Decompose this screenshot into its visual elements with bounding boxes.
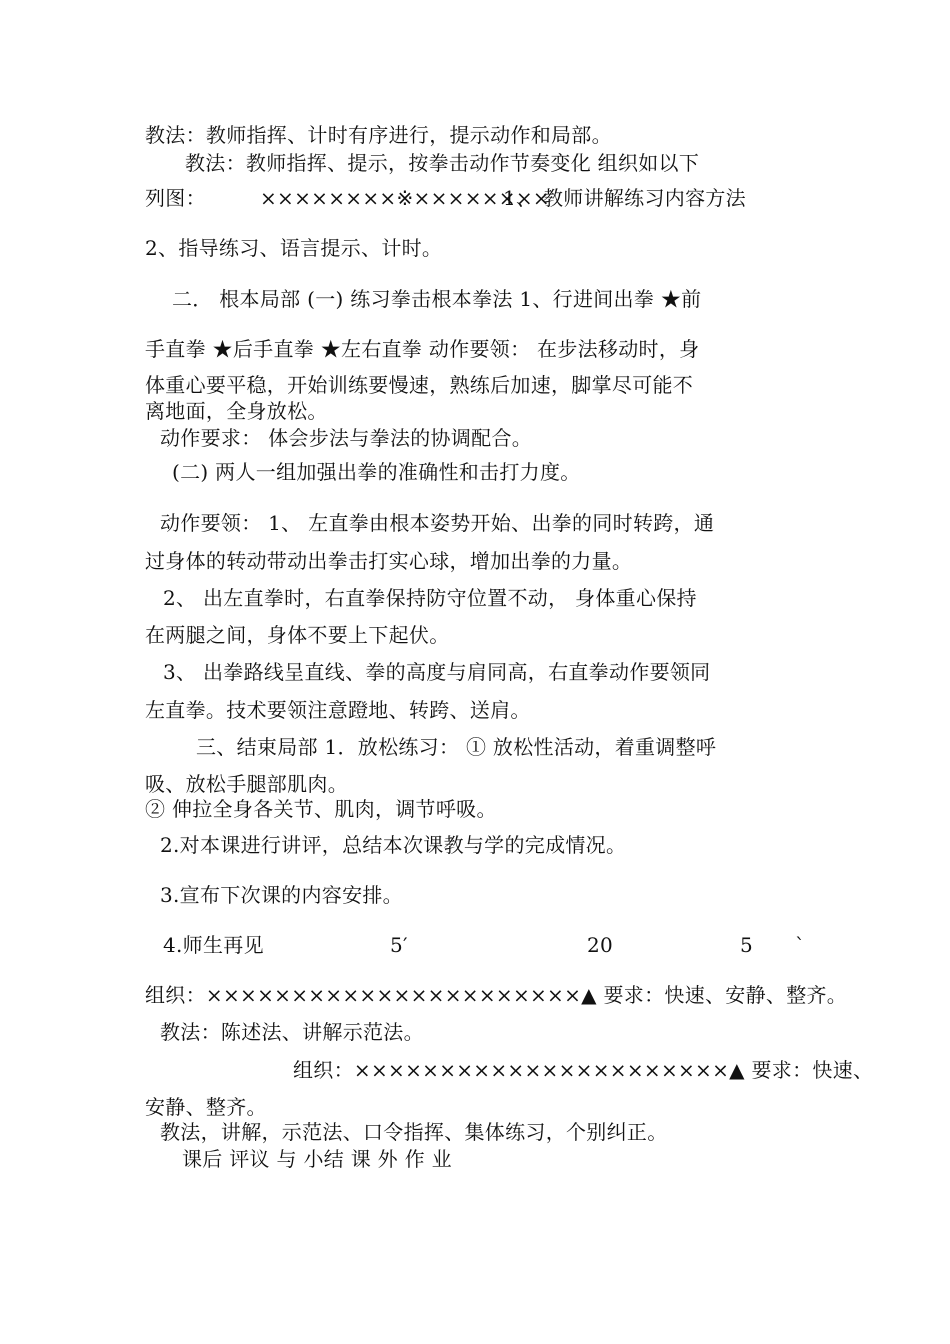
subsection-heading: (二) 两人一组加强出拳的准确性和击打力度。 xyxy=(172,460,581,484)
text-line-9: 动作要求： 体会步法与拳法的协调配合。 xyxy=(160,426,533,450)
text-line-3b: 1、 教师讲解练习内容方法 xyxy=(503,186,746,210)
text-line-18: 吸、放松手腿部肌肉。 xyxy=(145,772,348,796)
text-line-14: 在两腿之间，身体不要上下起伏。 xyxy=(145,623,450,647)
text-line-21: 3.宣布下次课的内容安排。 xyxy=(160,883,403,907)
text-line-23: 组织：××××××××××××××××××××××▲ 要求：快速、安静、整齐。 xyxy=(145,983,848,1007)
section-heading-end: 三、结束局部 1．放松练习： ① 放松性活动，着重调整呼 xyxy=(196,735,717,759)
text-line-19: ② 伸拉全身各关节、肌肉，调节呼吸。 xyxy=(145,797,497,821)
text-line-15: 3、 出拳路线呈直线、拳的高度与肩同高，右直拳动作要领同 xyxy=(163,660,711,684)
text-line-3: 列图： xyxy=(145,186,206,210)
repeat-value: 5 xyxy=(740,933,754,957)
mark-char: ` xyxy=(795,933,806,957)
text-line-8: 离地面，全身放松。 xyxy=(145,399,328,423)
text-line-26: 安静、整齐。 xyxy=(145,1095,267,1119)
text-line-25: 组织：××××××××××××××××××××××▲ 要求：快速、 xyxy=(293,1058,874,1082)
text-line-24: 教法：陈述法、讲解示范法。 xyxy=(160,1020,424,1044)
time-value: 5′ xyxy=(390,933,408,957)
text-line-6: 手直拳 ★后手直拳 ★左右直拳 动作要领： 在步法移动时，身 xyxy=(145,337,700,361)
text-line-13: 2、 出左直拳时，右直拳保持防守位置不动， 身体重心保持 xyxy=(163,586,697,610)
text-line-11: 动作要领： 1、 左直拳由根本姿势开始、出拳的同时转跨，通 xyxy=(160,511,715,535)
footer-heading: 课后 评议 与 小结 课 外 作 业 xyxy=(182,1147,452,1171)
text-line-27: 教法，讲解，示范法、口令指挥、集体练习，个别纠正。 xyxy=(160,1120,668,1144)
formation-diagram: ××××××××※×××××××× xyxy=(260,186,550,210)
text-line-16: 左直拳。技术要领注意蹬地、转跨、送肩。 xyxy=(145,698,531,722)
text-line-2: 教法：教师指挥、提示，按拳击动作节奏变化 组织如以下 xyxy=(185,151,700,175)
text-line-1: 教法：教师指挥、计时有序进行，提示动作和局部。 xyxy=(145,123,612,147)
text-line-7: 体重心要平稳，开始训练要慢速，熟练后加速，脚掌尽可能不 xyxy=(145,373,694,397)
text-line-12: 过身体的转动带动出拳击打实心球，增加出拳的力量。 xyxy=(145,549,633,573)
text-line-22: 4.师生再见 xyxy=(163,933,264,957)
section-heading-main: 二． 根本局部 (一) 练习拳击根本拳法 1、行进间出拳 ★前 xyxy=(172,287,702,311)
text-line-20: 2.对本课进行讲评，总结本次课教与学的完成情况。 xyxy=(160,833,627,857)
count-value: 20 xyxy=(587,933,614,957)
text-line-4: 2、指导练习、语言提示、计时。 xyxy=(145,236,443,260)
